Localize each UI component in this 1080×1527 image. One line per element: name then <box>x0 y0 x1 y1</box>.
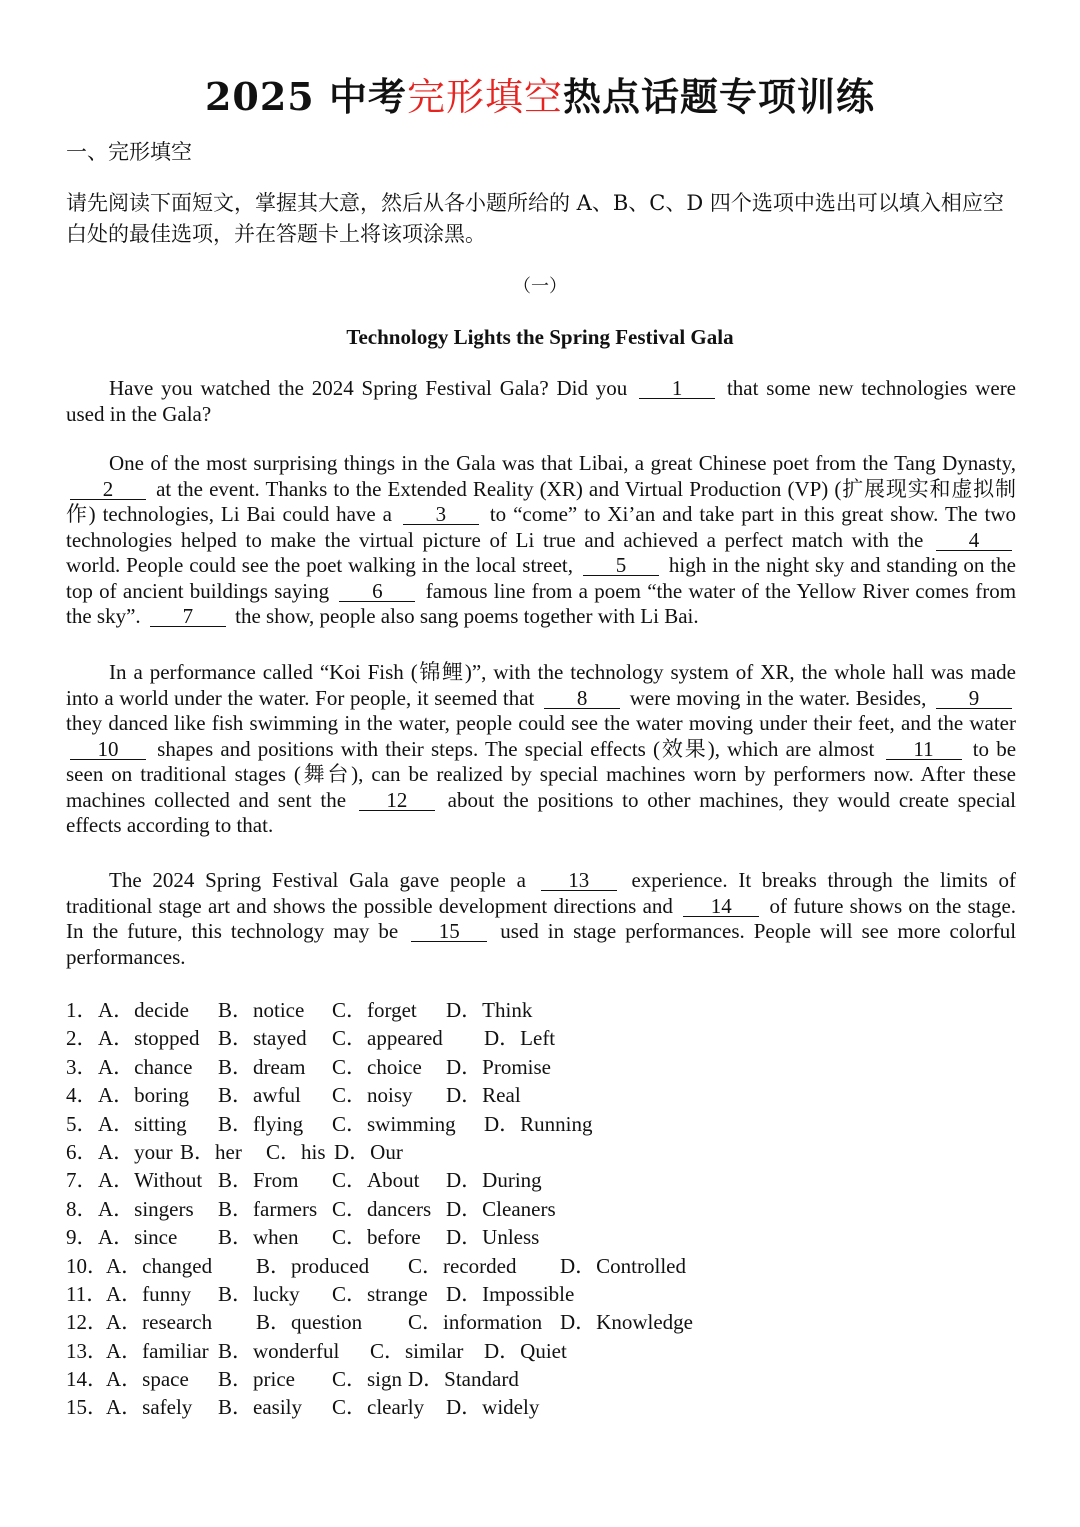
option-c: C．forget <box>332 998 417 1022</box>
blank-2: 2 <box>70 480 146 500</box>
option-row-2 <box>66 1024 693 1052</box>
blank-12: 12 <box>359 791 435 811</box>
option-c: C．his <box>266 1139 326 1164</box>
text-span: to “come” to Xi’an and take part in this great show. The two technologies helped to make the virtual picture of Li true and achieved a perfect match with the <box>66 502 1017 552</box>
option-d: D．Cleaners <box>446 1196 556 1221</box>
option-d: D．Promise <box>446 1054 551 1079</box>
text-span: about the positions to other machines, they would create special effects according to that. <box>66 787 1017 837</box>
blank-15: 15 <box>411 922 487 942</box>
page-title <box>0 66 1080 121</box>
option-b: B．produced <box>256 1253 370 1278</box>
blank-11: 11 <box>886 740 962 760</box>
text-span: experience. It breaks through the limits of traditional stage art and shows the possible development directions and <box>66 868 1017 918</box>
option-row-14 <box>66 1365 693 1393</box>
text-span: the show, people also sang poems together with Li Bai. <box>235 604 699 628</box>
option-a: A．space <box>106 1367 189 1392</box>
text-span: that some new technologies were used in the Gala? <box>66 376 1017 426</box>
option-row-8 <box>66 1195 693 1223</box>
text-span: high in the night sky and standing on the top of ancient buildings saying <box>66 553 1017 603</box>
blank-3: 3 <box>403 505 479 525</box>
option-b: B．her <box>180 1139 242 1164</box>
question-number: 8． <box>66 1196 98 1221</box>
option-row-9 <box>66 1223 693 1251</box>
question-number: 1． <box>66 998 98 1022</box>
option-b: B．dream <box>218 1054 306 1079</box>
option-c: C．before <box>332 1225 421 1250</box>
option-a: A．safely <box>106 1395 193 1420</box>
part-label: （一） <box>513 276 567 297</box>
option-c: C．clearly <box>332 1395 425 1420</box>
option-d: D．Quiet <box>484 1338 567 1363</box>
option-c: C．noisy <box>332 1083 413 1108</box>
option-row-13 <box>66 1337 693 1365</box>
blank-10: 10 <box>70 740 146 760</box>
text-span: world. People could see the poet walking in the local street, <box>66 553 574 577</box>
option-c: C．choice <box>332 1054 422 1079</box>
option-c: C．information <box>408 1310 543 1335</box>
passage-title: Technology Lights the Spring Festival Gala <box>346 325 734 349</box>
text-span: at the event. Thanks to the Extended Reality (XR) and Virtual Production (VP) (扩展现实和虚拟制作) technologies, Li Bai could have a <box>66 476 1017 526</box>
option-c: C．strange <box>332 1281 428 1306</box>
question-number: 2． <box>66 1026 98 1051</box>
option-d: D．Impossible <box>446 1281 575 1306</box>
blank-6: 6 <box>339 582 415 602</box>
option-row-3 <box>66 1053 693 1081</box>
text-span: famous line from a poem “the water of the Yellow River comes from the sky”. <box>66 578 1017 628</box>
question-number: 7． <box>66 1168 98 1193</box>
option-b: B．when <box>218 1225 299 1250</box>
question-number: 11． <box>66 1281 108 1306</box>
option-d: D．widely <box>446 1395 540 1420</box>
option-d: D．Think <box>446 998 533 1022</box>
option-d: D．Running <box>484 1111 593 1136</box>
option-b: B．awful <box>218 1083 301 1108</box>
blank-7: 7 <box>150 607 226 627</box>
option-a: A．decide <box>98 998 189 1022</box>
question-number: 5． <box>66 1111 98 1136</box>
option-d: D．Standard <box>408 1367 519 1392</box>
question-number: 10． <box>66 1253 108 1278</box>
text-span: shapes and positions with their steps. The special effects (效果), which are almost <box>157 736 875 761</box>
option-d: D．Real <box>446 1083 521 1108</box>
option-d: D．Left <box>484 1026 556 1051</box>
option-row-15 <box>66 1393 693 1421</box>
title-prefix: 2025 中考 <box>204 74 407 119</box>
option-d: D．During <box>446 1168 542 1193</box>
question-number: 9． <box>66 1225 98 1250</box>
option-row-5 <box>66 1110 693 1138</box>
text-span: The 2024 Spring Festival Gala gave people a <box>109 868 526 892</box>
question-number: 13． <box>66 1338 108 1363</box>
option-row-4 <box>66 1081 693 1109</box>
option-a: A．chance <box>98 1054 193 1079</box>
question-number: 12． <box>66 1310 108 1335</box>
question-number: 4． <box>66 1083 98 1108</box>
question-number: 14． <box>66 1367 108 1392</box>
option-a: A．changed <box>106 1253 213 1278</box>
title-highlight: 完形填空 <box>406 75 563 119</box>
text-span: used in stage performances. People will see more colorful performances. <box>66 919 1017 969</box>
option-a: A．boring <box>98 1083 189 1108</box>
option-a: A．sitting <box>98 1111 187 1136</box>
option-a: A．singers <box>98 1196 194 1221</box>
option-b: B．easily <box>218 1395 302 1420</box>
option-c: C．swimming <box>332 1111 456 1136</box>
option-b: B．wonderful <box>218 1338 340 1363</box>
option-row-1 <box>66 996 693 1024</box>
text-span: to be seen on traditional stages (舞台), can be realized by special machines worn by performers now. After these machines collected and sent the <box>66 736 1017 812</box>
option-d: D．Controlled <box>560 1253 686 1278</box>
passage-paragraph-3 <box>66 660 1016 839</box>
passage-paragraph-1 <box>66 376 1016 427</box>
option-b: B．lucky <box>218 1281 300 1306</box>
option-a: A．funny <box>106 1281 192 1306</box>
option-c: C．appeared <box>332 1026 443 1051</box>
blank-4: 4 <box>936 531 1012 551</box>
text-span: One of the most surprising things in the Gala was that Libai, a great Chinese poet from the Tang Dynasty, <box>109 451 1016 475</box>
option-a: A．your <box>98 1139 173 1164</box>
option-c: C．About <box>332 1168 420 1193</box>
option-b: B．price <box>218 1367 295 1392</box>
option-c: C．sign <box>332 1367 403 1392</box>
option-row-10 <box>66 1252 693 1280</box>
title-suffix: 热点话题专项训练 <box>563 74 876 119</box>
option-d: D．Knowledge <box>560 1310 693 1335</box>
blank-9: 9 <box>936 689 1012 709</box>
option-b: B．notice <box>218 998 305 1022</box>
blank-5: 5 <box>583 556 659 576</box>
option-b: B．stayed <box>218 1026 307 1051</box>
option-row-7 <box>66 1166 693 1194</box>
option-c: C．dancers <box>332 1196 432 1221</box>
option-a: A．familiar <box>106 1338 209 1363</box>
text-span: Have you watched the 2024 Spring Festival Gala? Did you <box>109 376 628 400</box>
option-d: D．Our <box>334 1139 403 1164</box>
option-b: B．question <box>256 1310 363 1335</box>
blank-13: 13 <box>541 871 617 891</box>
option-a: A．research <box>106 1310 213 1335</box>
blank-1: 1 <box>639 379 715 399</box>
question-number: 15． <box>66 1395 108 1420</box>
passage-paragraph-2 <box>66 451 1016 630</box>
blank-14: 14 <box>683 897 759 917</box>
passage-paragraph-4 <box>66 868 1016 970</box>
question-number: 6． <box>66 1139 98 1164</box>
option-a: A．stopped <box>98 1026 200 1051</box>
text-span: they danced like fish swimming in the water, people could see the water moving under their feet, and the water <box>66 711 1016 735</box>
option-b: B．farmers <box>218 1196 318 1221</box>
option-d: D．Unless <box>446 1225 540 1250</box>
option-row-6 <box>66 1138 693 1166</box>
option-c: C．similar <box>370 1338 464 1363</box>
option-b: B．From <box>218 1168 299 1193</box>
answer-options <box>66 996 693 1422</box>
text-span: of future shows on the stage. In the future, this technology may be <box>66 893 1017 943</box>
question-number: 3． <box>66 1054 98 1079</box>
option-a: A．since <box>98 1225 178 1250</box>
text-span: In a performance called “Koi Fish (锦鲤)”, with the technology system of XR, the whole hall was made into a world under the water. For people, it seemed that <box>66 660 1016 710</box>
option-c: C．recorded <box>408 1253 517 1278</box>
option-a: A．Without <box>98 1168 203 1193</box>
instructions: 请先阅读下面短文，掌握其大意，然后从各小题所给的 A、B、C、D 四个选项中选出可以填入相应空白处的最佳选项，并在答题卡上将该项涂黑。 <box>66 191 1004 246</box>
blank-8: 8 <box>544 689 620 709</box>
section-heading: 一、完形填空 <box>66 140 192 164</box>
option-row-11 <box>66 1280 693 1308</box>
option-row-12 <box>66 1308 693 1336</box>
option-b: B．flying <box>218 1111 304 1136</box>
text-span: were moving in the water. Besides, <box>629 685 927 710</box>
